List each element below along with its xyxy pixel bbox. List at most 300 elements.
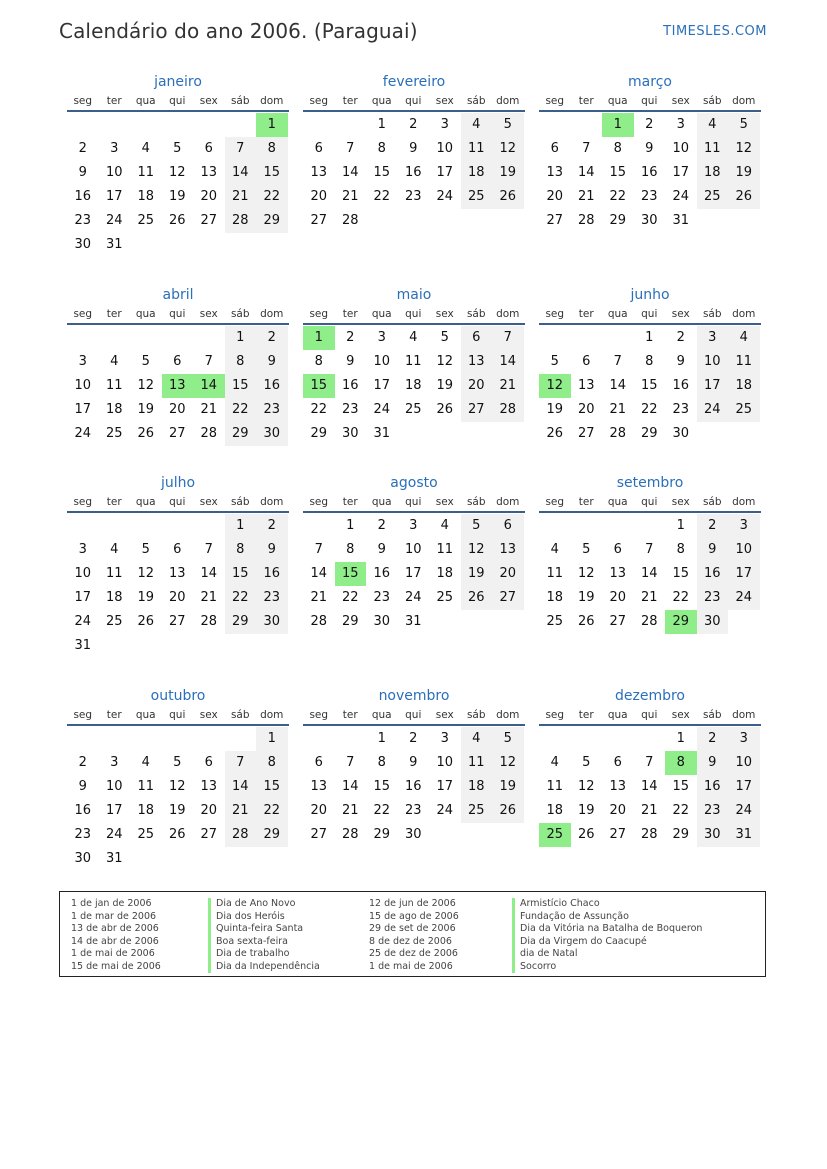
day-cell: 12 [461,538,493,562]
legend-dates-col-2 [369,898,459,973]
day-cell: 8 [225,538,257,562]
day-cell: 25 [697,185,729,209]
day-cell: 7 [225,137,257,161]
day-cell: 26 [492,185,524,209]
day-cell: 29 [310,426,328,441]
day-cell: 16 [697,562,729,586]
weekday-label: dom [496,95,520,107]
weekday-label: qua [371,308,392,320]
day-cell: 12 [137,378,155,393]
day-cell: 15 [225,562,257,586]
day-cell: 8 [613,141,622,156]
day-cell: 11 [404,354,422,369]
day-cell: 17 [436,779,454,794]
legend-holiday-name: Boa sexta-feira [208,936,320,949]
blank-cell [193,113,225,137]
day-cell: 5 [728,113,760,137]
day-cell: 7 [225,751,257,775]
day-grid [303,326,525,446]
day-cell: 22 [310,402,328,417]
day-cell: 9 [346,354,355,369]
day-cell: 27 [546,213,564,228]
weekday-label: seg [545,496,565,508]
day-cell: 6 [492,514,524,538]
day-cell: 19 [577,590,595,605]
weekday-label: sáb [230,95,250,107]
blank-cell [602,326,634,350]
weekday-label: ter [342,709,358,721]
month-name: outubro [150,688,206,704]
day-cell: 15 [672,779,690,794]
blank-cell [99,113,131,137]
day-cell: 23 [74,213,92,228]
weekday-label: qua [135,95,156,107]
day-cell: 21 [310,590,328,605]
day-cell: 17 [105,803,123,818]
holiday-day-cell: 14 [193,374,225,398]
weekday-label: ter [106,496,122,508]
day-grid [67,326,289,446]
day-cell: 27 [461,398,493,422]
day-cell: 8 [377,755,386,770]
day-cell: 26 [577,827,595,842]
day-cell: 3 [676,117,685,132]
day-cell: 1 [377,117,386,132]
day-cell: 19 [546,402,564,417]
day-cell: 3 [728,727,760,751]
day-cell: 13 [461,350,493,374]
weekday-header [67,92,289,112]
weekday-label: sex [435,308,454,320]
day-cell: 26 [168,827,186,842]
day-cell: 22 [256,185,288,209]
day-grid [539,514,761,634]
day-cell: 26 [137,614,155,629]
day-cell: 27 [310,827,328,842]
day-cell: 20 [310,803,328,818]
day-cell: 6 [204,141,213,156]
day-cell: 31 [728,823,760,847]
day-cell: 19 [492,161,524,185]
weekday-label: seg [309,95,329,107]
day-cell: 2 [256,514,288,538]
day-cell: 19 [461,562,493,586]
day-cell: 30 [74,237,92,252]
day-cell: 20 [492,562,524,586]
weekday-label: qua [607,308,628,320]
blank-cell [193,727,225,751]
day-cell: 16 [256,374,288,398]
legend-holiday-name: dia de Natal [512,948,702,961]
weekday-label: sex [671,95,690,107]
day-cell: 25 [461,185,493,209]
day-cell: 31 [373,426,391,441]
blank-cell [571,326,603,350]
day-cell: 5 [550,354,559,369]
weekday-label: sex [199,496,218,508]
day-cell: 28 [341,213,359,228]
day-cell: 15 [672,566,690,581]
day-cell: 4 [550,542,559,557]
blank-cell [602,727,634,751]
day-cell: 11 [137,779,155,794]
day-cell: 24 [436,803,454,818]
weekday-label: sáb [702,496,722,508]
day-cell: 23 [256,398,288,422]
holiday-day-cell: 25 [539,823,571,847]
day-cell: 17 [728,562,760,586]
blank-cell [225,113,257,137]
day-cell: 1 [346,518,355,533]
day-grid [303,727,525,847]
weekday-label: ter [578,709,594,721]
weekday-label: ter [106,308,122,320]
day-cell: 16 [74,803,92,818]
weekday-label: qui [169,709,186,721]
day-cell: 8 [645,354,654,369]
day-cell: 27 [168,426,186,441]
legend-date: 15 de mai de 2006 [71,960,161,972]
holiday-legend [59,891,766,977]
day-cell: 21 [341,189,359,204]
day-cell: 7 [314,542,323,557]
day-cell: 16 [697,775,729,799]
weekday-header [303,305,525,325]
day-cell: 29 [256,823,288,847]
weekday-label: sáb [230,308,250,320]
day-cell: 29 [225,422,257,446]
weekday-label: seg [73,308,93,320]
day-cell: 12 [492,137,524,161]
day-cell: 5 [141,354,150,369]
day-cell: 5 [173,755,182,770]
day-cell: 20 [168,402,186,417]
day-cell: 21 [225,799,257,823]
day-cell: 24 [436,189,454,204]
day-cell: 15 [640,378,658,393]
legend-holiday-name: Armistício Chaco [512,898,702,911]
day-cell: 14 [577,165,595,180]
brand-link[interactable]: TIMESLES.COM [663,24,767,39]
day-cell: 21 [341,803,359,818]
day-cell: 4 [110,354,119,369]
weekday-label: dom [260,496,284,508]
day-cell: 19 [577,803,595,818]
day-cell: 19 [492,775,524,799]
legend-dates-col-1 [71,898,161,973]
day-cell: 5 [582,755,591,770]
day-cell: 6 [173,354,182,369]
day-cell: 2 [377,518,386,533]
day-cell: 18 [105,590,123,605]
day-cell: 10 [697,350,729,374]
day-cell: 3 [110,141,119,156]
blank-cell [539,326,571,350]
day-cell: 7 [204,542,213,557]
day-cell: 7 [645,542,654,557]
holiday-day-cell: 8 [665,751,697,775]
weekday-label: sex [671,308,690,320]
month-abril [67,285,289,446]
day-cell: 28 [640,614,658,629]
day-cell: 18 [404,378,422,393]
weekday-label: ter [342,95,358,107]
weekday-label: dom [732,95,756,107]
weekday-label: qui [641,95,658,107]
day-cell: 12 [168,779,186,794]
day-cell: 3 [440,117,449,132]
weekday-label: seg [309,308,329,320]
day-cell: 4 [110,542,119,557]
weekday-label: ter [578,308,594,320]
day-cell: 30 [697,823,729,847]
month-name: junho [630,287,670,303]
weekday-label: seg [545,308,565,320]
day-cell: 23 [404,189,422,204]
day-cell: 22 [225,398,257,422]
weekday-label: sex [671,496,690,508]
day-cell: 23 [341,402,359,417]
day-cell: 24 [728,586,760,610]
day-cell: 29 [341,614,359,629]
day-cell: 3 [440,731,449,746]
day-cell: 16 [341,378,359,393]
day-cell: 25 [461,799,493,823]
day-cell: 20 [609,803,627,818]
day-cell: 27 [310,213,328,228]
day-cell: 26 [546,426,564,441]
day-cell: 21 [640,590,658,605]
weekday-label: seg [73,95,93,107]
month-outubro [67,686,289,871]
day-cell: 7 [204,354,213,369]
day-cell: 24 [672,189,690,204]
legend-names-col-2 [512,898,702,973]
weekday-label: dom [496,709,520,721]
day-cell: 6 [314,141,323,156]
day-cell: 4 [461,113,493,137]
day-cell: 9 [409,755,418,770]
weekday-label: dom [496,496,520,508]
blank-cell [162,326,194,350]
day-cell: 20 [546,189,564,204]
day-cell: 28 [341,827,359,842]
weekday-header [67,493,289,513]
blank-cell [225,727,257,751]
day-cell: 1 [645,330,654,345]
day-cell: 27 [609,614,627,629]
day-cell: 13 [168,566,186,581]
legend-date: 29 de set de 2006 [369,923,456,934]
day-cell: 10 [436,141,454,156]
weekday-label: qui [169,95,186,107]
weekday-label: qui [405,95,422,107]
day-cell: 4 [409,330,418,345]
day-cell: 3 [697,326,729,350]
day-cell: 2 [645,117,654,132]
holiday-day-cell: 15 [303,374,335,398]
month-maio [303,285,525,446]
day-cell: 28 [492,398,524,422]
weekday-label: ter [106,95,122,107]
day-cell: 12 [137,566,155,581]
weekday-header [303,493,525,513]
day-cell: 31 [105,237,123,252]
day-cell: 21 [640,803,658,818]
legend-holiday-name: Dia de trabalho [208,948,320,961]
month-name: dezembro [615,688,685,704]
day-cell: 23 [640,189,658,204]
day-cell: 14 [310,566,328,581]
day-cell: 6 [461,326,493,350]
weekday-label: dom [732,308,756,320]
holiday-day-cell: 12 [539,374,571,398]
day-cell: 22 [373,803,391,818]
day-cell: 26 [436,402,454,417]
day-cell: 21 [200,402,218,417]
day-cell: 16 [404,779,422,794]
weekday-header [67,305,289,325]
weekday-label: qui [169,496,186,508]
day-cell: 6 [550,141,559,156]
month-agosto [303,473,525,634]
legend-holiday-name: Dia da Independência [208,961,320,974]
weekday-label: seg [309,709,329,721]
day-cell: 3 [728,514,760,538]
day-cell: 8 [676,542,685,557]
weekday-label: qua [371,496,392,508]
legend-holiday-name: Dia da Virgem do Caacupé [512,936,702,949]
weekday-label: qua [607,95,628,107]
month-name: agosto [390,475,438,491]
day-cell: 26 [168,213,186,228]
month-name: setembro [616,475,684,491]
day-cell: 20 [609,590,627,605]
day-cell: 11 [697,137,729,161]
day-cell: 20 [168,590,186,605]
legend-date: 8 de dez de 2006 [369,935,452,947]
day-cell: 18 [137,189,155,204]
day-cell: 22 [256,799,288,823]
weekday-label: ter [342,496,358,508]
day-cell: 29 [373,827,391,842]
day-cell: 27 [577,426,595,441]
blank-cell [130,727,162,751]
weekday-label: dom [260,308,284,320]
day-cell: 27 [609,827,627,842]
legend-holiday-name: Quinta-feira Santa [208,923,320,936]
day-cell: 26 [461,586,493,610]
legend-date: 13 de abr de 2006 [71,923,159,934]
day-cell: 2 [409,731,418,746]
day-cell: 10 [728,538,760,562]
day-cell: 25 [105,426,123,441]
day-cell: 18 [546,590,564,605]
day-grid [539,113,761,233]
day-cell: 11 [546,566,564,581]
day-cell: 9 [256,350,288,374]
day-cell: 30 [341,426,359,441]
blank-cell [303,514,335,538]
day-cell: 9 [377,542,386,557]
holiday-day-cell: 1 [256,113,288,137]
day-cell: 28 [577,213,595,228]
day-cell: 21 [492,374,524,398]
day-grid [303,514,525,634]
day-cell: 22 [609,189,627,204]
day-cell: 7 [492,326,524,350]
day-cell: 30 [74,851,92,866]
weekday-header [539,493,761,513]
day-cell: 10 [105,165,123,180]
day-cell: 9 [676,354,685,369]
weekday-label: sex [435,496,454,508]
blank-cell [539,514,571,538]
day-cell: 4 [461,727,493,751]
weekday-label: dom [732,709,756,721]
blank-cell [130,514,162,538]
weekday-label: seg [73,709,93,721]
day-cell: 22 [672,803,690,818]
blank-cell [571,727,603,751]
legend-holiday-name: Socorro [512,961,702,974]
day-cell: 28 [200,426,218,441]
day-cell: 9 [256,538,288,562]
weekday-label: sex [671,709,690,721]
day-cell: 12 [492,751,524,775]
legend-date: 1 de mai de 2006 [369,960,453,972]
day-cell: 13 [200,165,218,180]
day-cell: 8 [377,141,386,156]
day-cell: 28 [200,614,218,629]
day-cell: 20 [461,374,493,398]
weekday-label: ter [578,496,594,508]
day-cell: 19 [168,189,186,204]
weekday-label: qua [607,496,628,508]
day-cell: 20 [577,402,595,417]
day-cell: 22 [640,402,658,417]
blank-cell [99,514,131,538]
day-cell: 18 [461,161,493,185]
day-cell: 9 [409,141,418,156]
day-cell: 1 [225,514,257,538]
day-cell: 17 [436,165,454,180]
weekday-label: qui [405,709,422,721]
day-cell: 11 [436,542,454,557]
month-janeiro [67,72,289,257]
blank-cell [539,113,571,137]
weekday-label: qui [641,709,658,721]
blank-cell [162,113,194,137]
day-cell: 10 [74,378,92,393]
day-cell: 5 [173,141,182,156]
weekday-label: ter [578,95,594,107]
day-cell: 3 [377,330,386,345]
day-cell: 18 [728,374,760,398]
blank-cell [162,727,194,751]
weekday-label: ter [106,709,122,721]
day-cell: 23 [74,827,92,842]
legend-holiday-name: Dia de Ano Novo [208,898,320,911]
day-cell: 14 [341,165,359,180]
weekday-label: qui [641,496,658,508]
day-cell: 23 [697,799,729,823]
day-cell: 25 [105,614,123,629]
day-grid [67,727,289,871]
day-cell: 27 [168,614,186,629]
day-cell: 24 [373,402,391,417]
month-name: janeiro [154,74,202,90]
